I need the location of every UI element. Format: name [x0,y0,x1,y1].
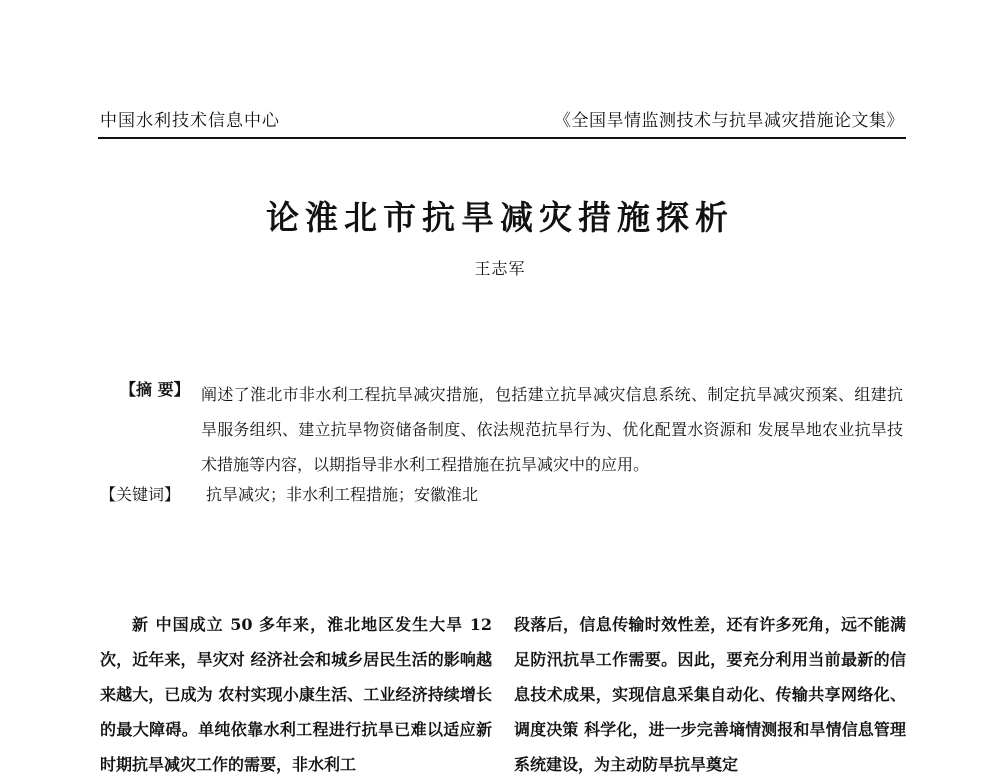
header-rule [98,137,906,139]
keywords-text: 抗旱减灾；非水利工程措施；安徽淮北 [206,485,479,504]
abstract-text: 阐述了淮北市非水利工程抗旱减灾措施，包括建立抗旱减灾信息系统、制定抗旱减灾预案、组建抗旱服务组织、建立抗旱物资储备制度、依法规范抗旱行为、优化配置水资源和 发展旱地农业抗旱技术措施等内容，以期指导非水利工程措施在抗旱减灾中的应用。 [201,385,903,474]
abstract-label: 【摘 要】 [120,380,190,399]
body-column-left: 新 中国成立 50 多年来，淮北地区发生大旱 12 次，近年来，旱灾对 经济社会和城乡居民生活的影响越来越大，已成为 农村实现小康生活、工业经济持续增长的最大障碍。单纯依靠水利工程进行抗旱已难以适应新时期抗旱减灾工作的需要，非水利工 [100,615,492,774]
author-name: 王志军 [474,259,526,278]
keywords-label: 【关键词】 [100,485,181,504]
body-column-right: 段落后，信息传输时效性差，还有许多死角，远不能满足防汛抗旱工作需要。因此，要充分利用当前最新的信息技术成果，实现信息采集自动化、传输共享网络化、调度决策 科学化，进一步完善墒情测报和旱情信息管理系统建设，为主动防旱抗旱奠定 [514,615,906,774]
running-header-left: 中国水利技术信息中心 [100,111,280,131]
paper-title: 论淮北市抗旱减灾措施探析 [266,198,734,237]
running-header-right: 《全国旱情监测技术与抗旱减灾措施论文集》 [554,111,904,131]
